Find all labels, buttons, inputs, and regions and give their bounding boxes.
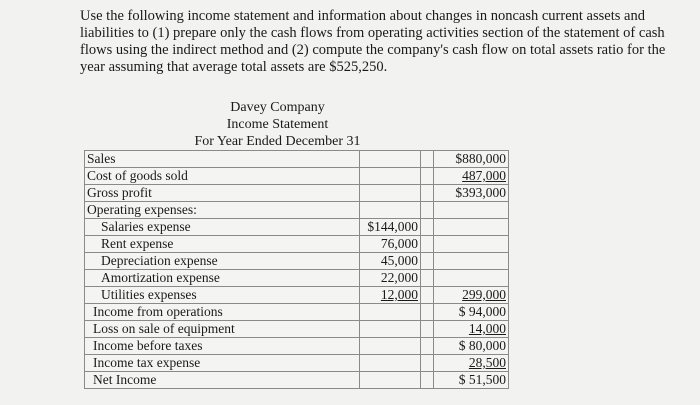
total-amount	[434, 270, 509, 287]
row-label: Income before taxes	[85, 338, 360, 355]
total-amount: 14,000	[434, 321, 509, 338]
total-amount	[434, 219, 509, 236]
row-label: Depreciation expense	[85, 253, 360, 270]
total-amount: $ 51,500	[434, 372, 509, 389]
table-row	[85, 321, 509, 338]
total-amount: $880,000	[434, 151, 509, 168]
income-statement-table	[84, 150, 509, 389]
row-label: Utilities expenses	[85, 287, 360, 304]
statement-title: Income Statement	[226, 117, 329, 132]
table-row	[85, 185, 509, 202]
total-amount: $ 80,000	[434, 338, 509, 355]
detail-amount	[360, 304, 421, 321]
row-label: Net Income	[85, 372, 360, 389]
table-row	[85, 287, 509, 304]
detail-amount: 45,000	[360, 253, 421, 270]
detail-amount	[360, 185, 421, 202]
row-label: Amortization expense	[85, 270, 360, 287]
table-row	[85, 270, 509, 287]
table-row	[85, 202, 509, 219]
detail-amount	[360, 372, 421, 389]
detail-amount: $144,000	[360, 219, 421, 236]
detail-amount	[360, 151, 421, 168]
total-amount: 487,000	[434, 168, 509, 185]
total-amount	[434, 236, 509, 253]
total-amount	[434, 253, 509, 270]
detail-amount	[360, 338, 421, 355]
detail-amount	[360, 355, 421, 372]
row-label: Sales	[85, 151, 360, 168]
total-amount: $ 94,000	[434, 304, 509, 321]
detail-amount	[360, 202, 421, 219]
table-row	[85, 151, 509, 168]
table-row	[85, 372, 509, 389]
row-label: Gross profit	[85, 185, 360, 202]
row-label: Salaries expense	[85, 219, 360, 236]
detail-amount: 22,000	[360, 270, 421, 287]
detail-amount	[360, 321, 421, 338]
table-row	[85, 219, 509, 236]
problem-prompt: Use the following income statement and information about changes in noncash current assets and liabilities to (1) prepare only the cash flows from operating activities section of the statement of cash flows using the indirect method and (2) compute the company's cash flow on total assets ratio for the year assuming that average total assets are $525,250.	[80, 8, 666, 75]
detail-amount: 76,000	[360, 236, 421, 253]
table-row	[85, 253, 509, 270]
company-name: Davey Company	[230, 100, 325, 115]
row-label: Income tax expense	[85, 355, 360, 372]
row-label: Operating expenses:	[85, 202, 360, 219]
table-row	[85, 338, 509, 355]
table-row	[85, 236, 509, 253]
total-amount: 28,500	[434, 355, 509, 372]
detail-amount	[360, 168, 421, 185]
row-label: Cost of goods sold	[85, 168, 360, 185]
row-label: Rent expense	[85, 236, 360, 253]
detail-amount: 12,000	[360, 287, 421, 304]
total-amount: $393,000	[434, 185, 509, 202]
table-row	[85, 355, 509, 372]
statement-period: For Year Ended December 31	[194, 134, 361, 149]
total-amount: 299,000	[434, 287, 509, 304]
table-row	[85, 304, 509, 321]
row-label: Income from operations	[85, 304, 360, 321]
statement-header	[80, 99, 480, 150]
total-amount	[434, 202, 509, 219]
table-row	[85, 168, 509, 185]
row-label: Loss on sale of equipment	[85, 321, 360, 338]
